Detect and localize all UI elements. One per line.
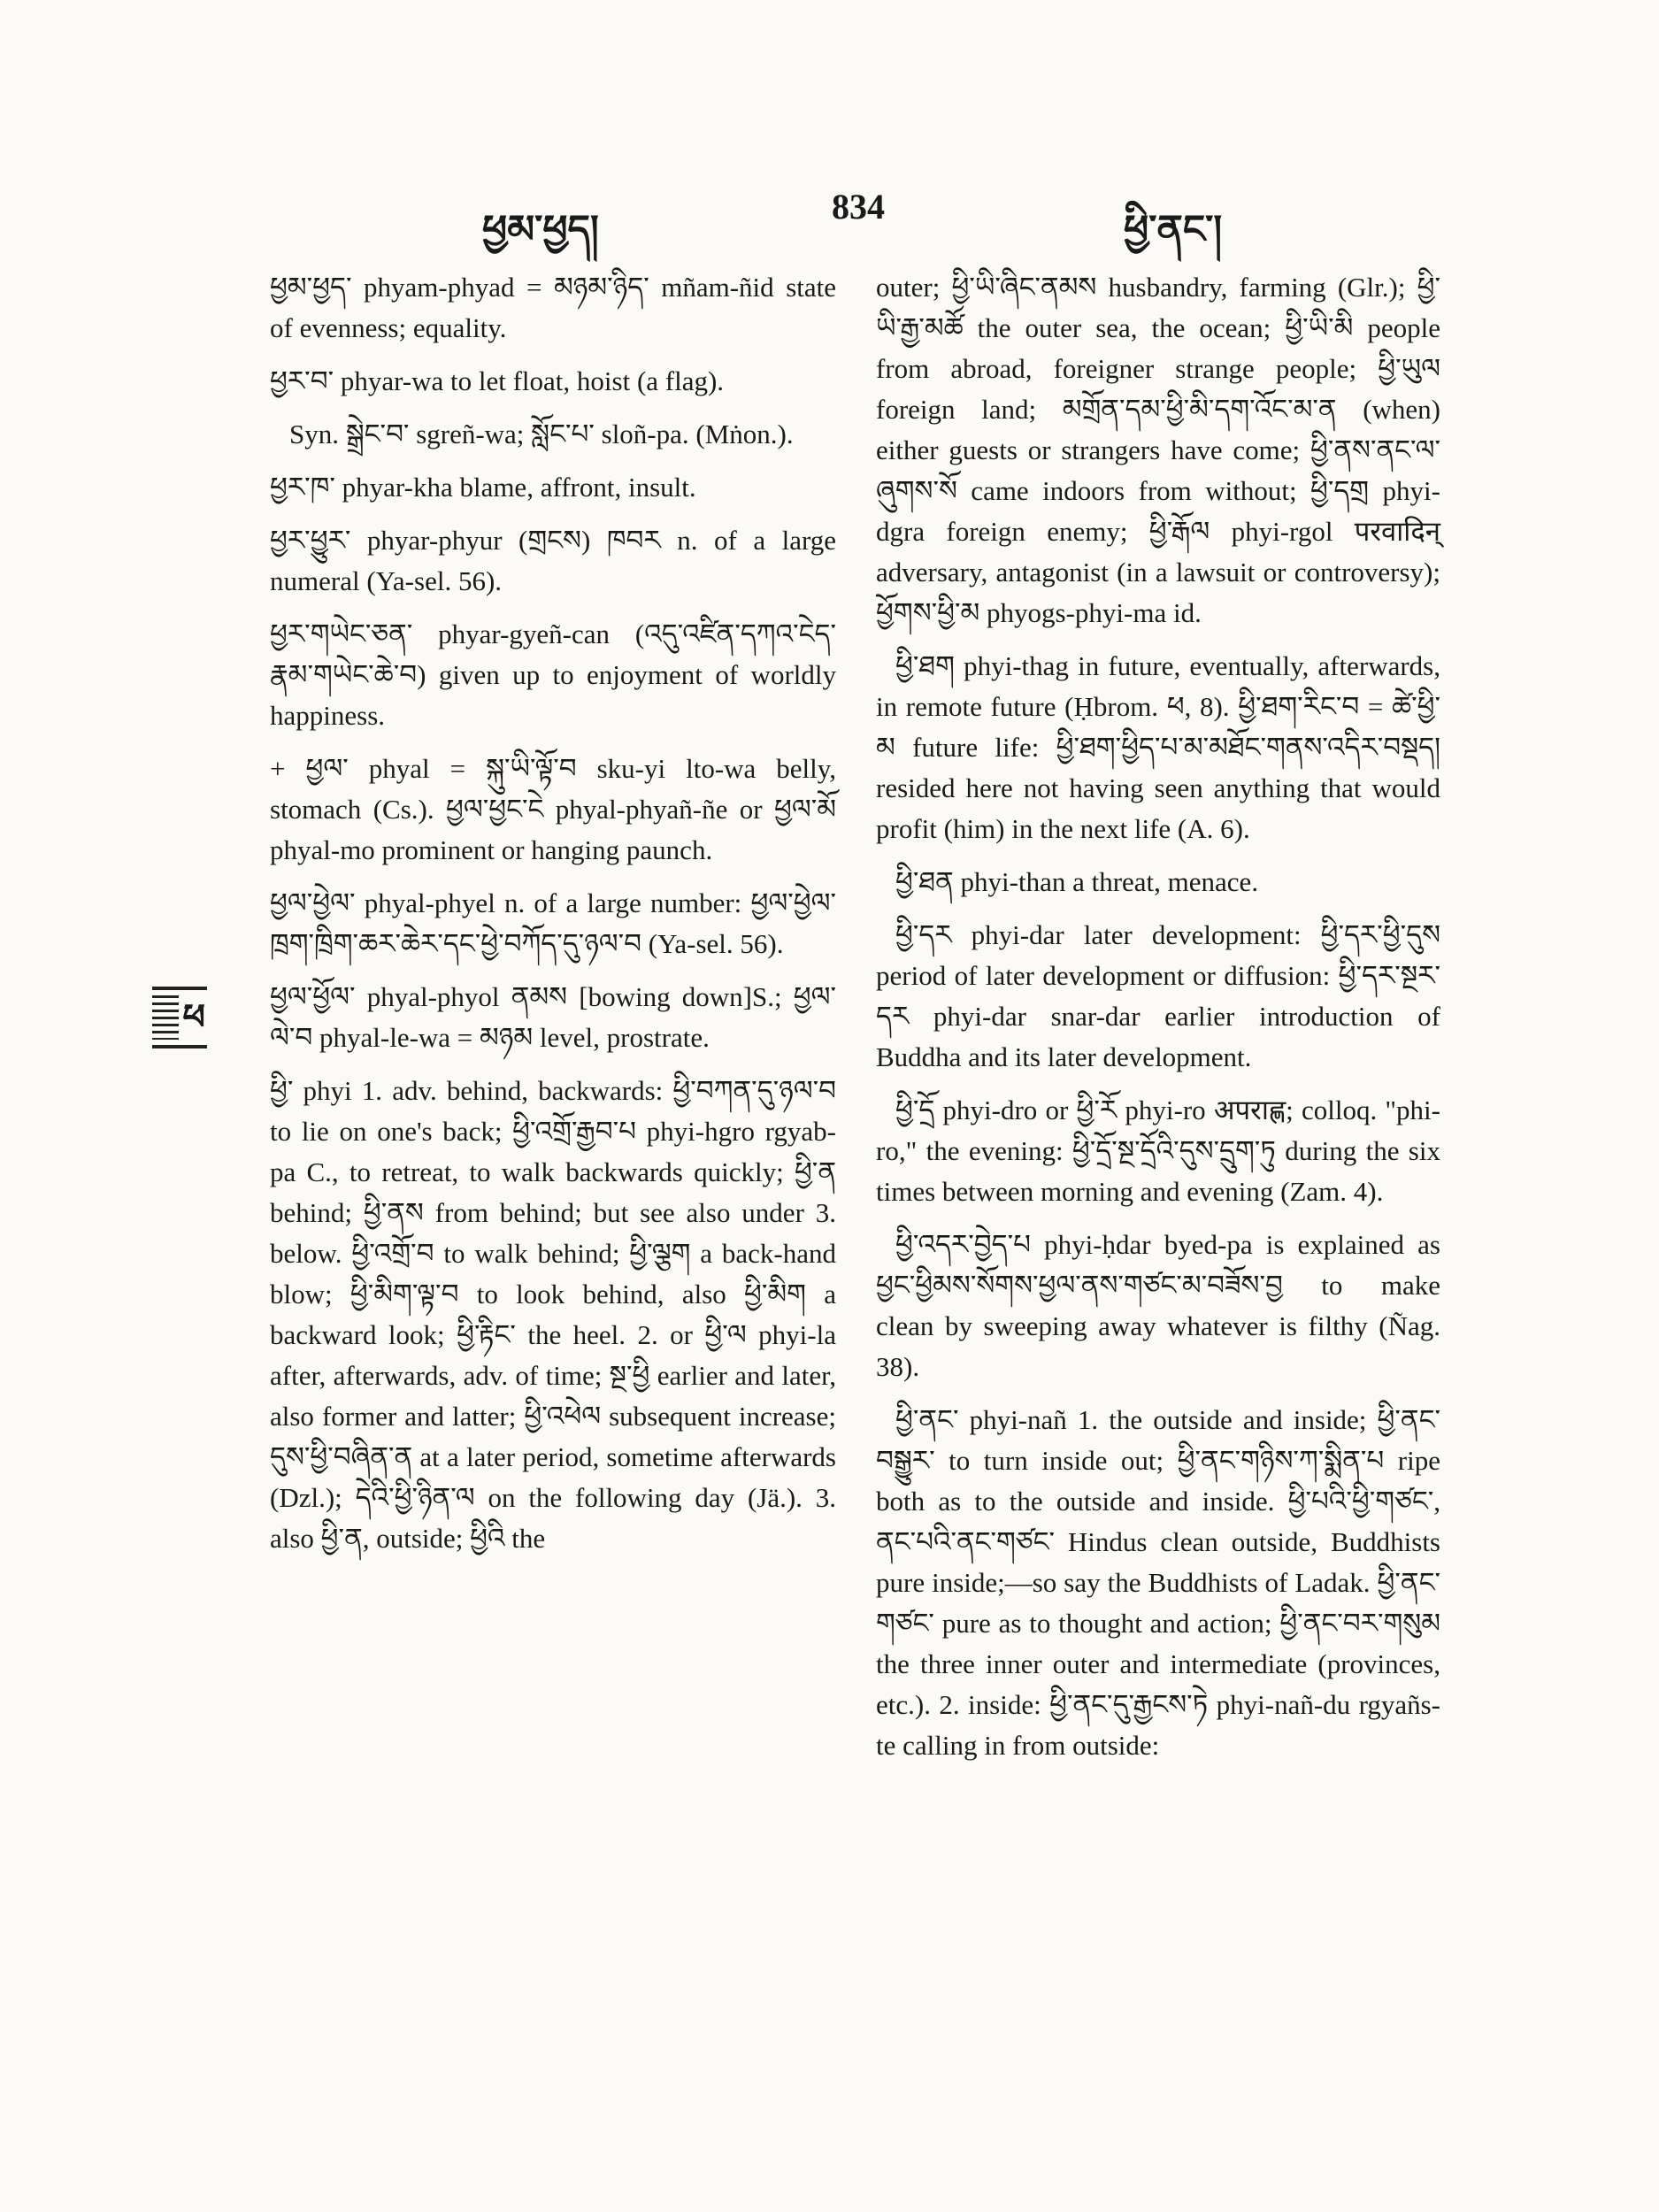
- entry-body: outer; ཕྱི་ཡི་ཞིང་ནམས husbandry, farming (Glr.); ཕྱི་ཡི་རྒྱ་མཚོ the outer sea, the ocean; ཕྱི་ཡི་མི people from abroad, foreigner strange people; ཕྱི་ཡུལ foreign land; མགྲོན་དམ་ཕྱི་མི་དག་འོང་མ་ན (when) either guests or strangers have come; ཕྱི་ནས་ནང་ལ་ཞུགས་སོ came indoors from without; ཕྱི་དགྲ phyi-dgra foreign enemy; ཕྱི་རྒོལ phyi-rgol परवादिन् adversary, antagonist (in a lawsuit or controversy); ཕྱོགས་ཕྱི་མ phyogs-phyi-ma id.: [876, 272, 1440, 628]
- dictionary-entry: [876, 646, 1440, 849]
- right-guideword: ཕྱི་ནང་།: [1124, 208, 1223, 251]
- entry-body: ཕྱི་ནང་ phyi-nañ 1. the outside and inside; ཕྱི་ནང་བསྒྱུར་ to turn inside out; ཕྱི་ནང་གཉིས་ཀ་སྨིན་པ ripe both as to the outside and inside. ཕྱི་པའི་ཕྱི་གཙང་, ནང་པའི་ནང་གཙང་ Hindus clean outside, Buddhists pure inside;—so say the Buddhists of Ladak. ཕྱི་ནང་གཙང་ pure as to thought and action; ཕྱི་ནང་བར་གསུམ the three inner outer and intermediate (provinces, etc.). 2. inside: ཕྱི་ནང་དུ་རྒྱངས་ཏེ phyi-nañ-du rgyañs-te calling in from outside:: [876, 1404, 1440, 1761]
- page-header: [0, 186, 1659, 251]
- dictionary-entry: [270, 614, 836, 736]
- dictionary-entry: [270, 883, 836, 964]
- dictionary-entry: [876, 915, 1440, 1078]
- entry-body: ཕྱི་ཐག phyi-thag in future, eventually, afterwards, in remote future (Ḥbrom. ཕ, 8). ཕྱི་ཐག་རིང་བ = ཚེ་ཕྱི་མ future life: ཕྱི་ཐག་ཕྱིད་པ་མ་མཐོང་གནས་འདིར་བསྡད། resided here not having seen anything that would profit (him) in the next life (A. 6).: [876, 650, 1440, 844]
- dictionary-entry: [876, 862, 1440, 902]
- dictionary-entry: [270, 977, 836, 1058]
- marker-rules: [152, 995, 179, 1040]
- entry-headword: ཕྱི་: [270, 1075, 294, 1106]
- thumb-index-marker: [152, 987, 207, 1048]
- dictionary-entry: [270, 414, 836, 455]
- left-column: [270, 267, 836, 1571]
- entry-body: ཕྱི་དར phyi-dar later development: ཕྱི་དར་ཕྱི་དུས period of later development or diffusion: ཕྱི་དར་སྔར་དར phyi-dar snar-dar earlier introduction of Buddha and its later development.: [876, 919, 1440, 1072]
- dictionary-entry: [270, 267, 836, 349]
- entry-headword: ཕྱལ་ཕྱོལ་: [270, 981, 356, 1012]
- page-number: 834: [832, 187, 885, 227]
- entry-headword: ཕྱར་ཁ་: [270, 472, 335, 503]
- left-guideword: ཕྱམ་ཕྱད།: [482, 208, 599, 251]
- entry-headword: ཕྱར་གཡེང་ཅན་: [270, 618, 413, 649]
- entry-body: phyar-gyeñ-can (འདུ་འཛིན་དཀའ་ངེད་རྣམ་གཡེང་ཆེ་བ) given up to enjoyment of worldly happiness.: [270, 618, 836, 731]
- entry-headword: ཕྱར་བ་: [270, 365, 334, 396]
- entry-body: phyal-phyol ནམས [bowing down]S.; ཕྱལ་ལེ་བ phyal-le-wa = མཉམ level, prostrate.: [270, 981, 837, 1053]
- entry-body: phyar-kha blame, affront, insult.: [342, 472, 696, 503]
- entry-body: phyal-phyel n. of a large number: ཕྱལ་ཕྱེལ་ཁྲག་ཁྲིག་ཆར་ཆེར་དང་ཕྱེ་བཀོད་དུ་ཉལ་བ (Ya-sel. 56).: [270, 887, 836, 959]
- dictionary-entry: [876, 267, 1440, 634]
- dictionary-entry: [876, 1090, 1440, 1212]
- entry-headword: ཕྱལ་ཕྱེལ་: [270, 887, 356, 918]
- dictionary-entry: [270, 749, 836, 871]
- entry-headword: + ཕྱལ་: [270, 753, 349, 784]
- entry-body: ཕྱི་འདར་བྱེད་པ phyi-ḥdar byed-pa is explained as ཕྱང་ཕྱིམས་སོགས་ཕྱལ་ནས་གཙང་མ་བཟོས་བྱ to make clean by sweeping away whatever is filthy (Ñag. 38).: [876, 1229, 1440, 1382]
- entry-body: ཕྱི་དྲོ phyi-dro or ཕྱི་རོ phyi-ro अपराह्ण; colloq. "phi-ro," the evening: ཕྱི་དྲོ་སྔ་དྲོའི་དུས་དྲུག་ཏུ during the six times between morning and evening (Zam. 4).: [876, 1094, 1440, 1207]
- dictionary-entry: [876, 1400, 1440, 1766]
- dictionary-entry: [270, 467, 836, 508]
- entry-body: phyar-wa to let float, hoist (a flag).: [340, 365, 725, 396]
- right-column: [876, 267, 1440, 1778]
- entry-body: phyam-phyad = མཉམ་ཉིད་ mñam-ñid state of evenness; equality.: [270, 272, 836, 343]
- entry-body: phyar-phyur (གྲངས) ཁབར n. of a large numeral (Ya-sel. 56).: [270, 525, 836, 596]
- entry-body: phyal = སྐུ་ཡི་ལྟོ་བ sku-yi lto-wa belly, stomach (Cs.). ཕྱལ་ཕྱང་ངེ phyal-phyañ-ñe or ཕྱལ་མོ phyal-mo prominent or hanging paunch.: [270, 753, 837, 865]
- dictionary-entry: [876, 1225, 1440, 1387]
- entry-body: phyi 1. adv. behind, backwards: ཕྱི་བཀན་དུ་ཉལ་བ to lie on one's back; ཕྱི་འགྲོ་རྒྱབ་པ phyi-hgro rgyab-pa C., to retreat, to walk backwards quickly; ཕྱི་ན behind; ཕྱི་ནས from behind; but see also under 3. below. ཕྱི་འགྲོ་བ to walk behind; ཕྱི་ལྕག a back-hand blow; ཕྱི་མིག་ལྟ་བ to look behind, also ཕྱི་མིག a backward look; ཕྱི་རྟིང་ the heel. 2. or ཕྱི་ལ phyi-la after, afterwards, adv. of time; སྔ་ཕྱི earlier and later, also former and latter; ཕྱི་འཕེལ subsequent increase; དུས་ཕྱི་བཞིན་ན at a later period, sometime afterwards (Dzl.); དེའི་ཕྱི་ཉིན་ལ on the following day (Jä.). 3. also ཕྱི་ན, outside; ཕྱིའི the: [270, 1075, 836, 1554]
- marker-letter: ཕ: [182, 997, 205, 1037]
- entry-body: Syn. སྒྲེང་བ་ sgreñ-wa; སློང་པ་ sloñ-pa. (Mṅon.).: [289, 419, 794, 449]
- entry-body: ཕྱི་ཐན phyi-than a threat, menace.: [895, 866, 1259, 897]
- entry-headword: ཕྱམ་ཕྱད་: [270, 272, 352, 303]
- dictionary-entry: [270, 361, 836, 402]
- dictionary-entry: [270, 1071, 836, 1559]
- dictionary-entry: [270, 520, 836, 602]
- entry-headword: ཕྱར་ཕྱུར་: [270, 525, 351, 556]
